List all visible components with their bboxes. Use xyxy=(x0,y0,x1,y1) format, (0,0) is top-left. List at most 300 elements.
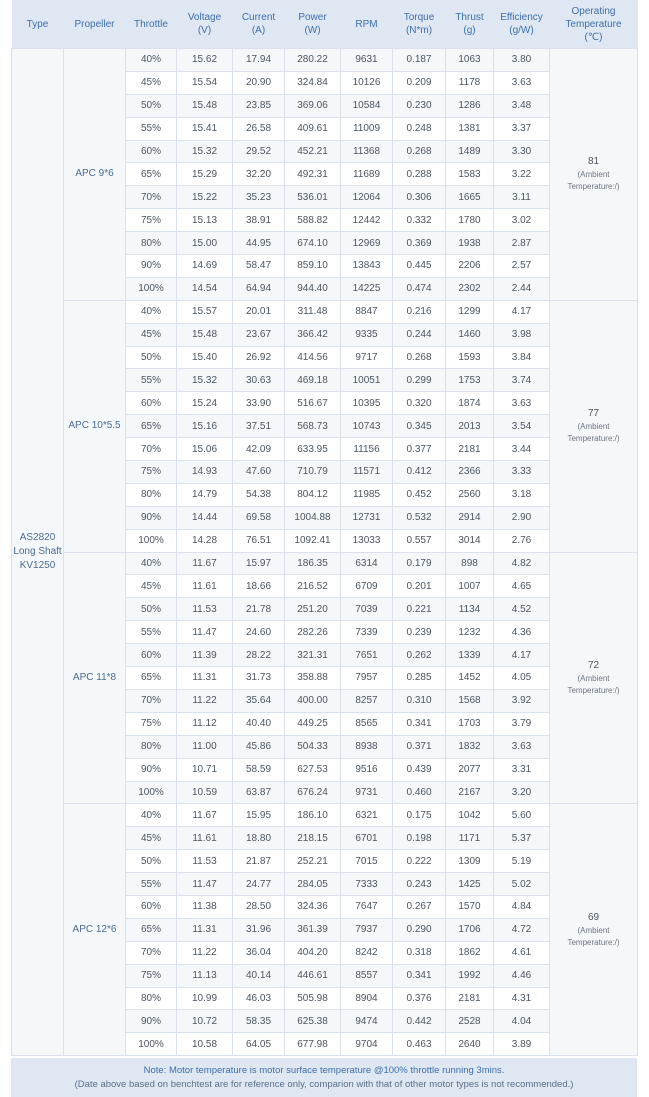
table-cell: 11.47 xyxy=(177,621,233,644)
table-cell: 1938 xyxy=(446,232,494,255)
table-cell: 1568 xyxy=(446,689,494,712)
table-cell: 469.18 xyxy=(285,369,341,392)
table-cell: 90% xyxy=(126,255,177,278)
table-cell: 14.79 xyxy=(177,483,233,506)
table-cell: 54.38 xyxy=(233,483,285,506)
table-cell: 1753 xyxy=(446,369,494,392)
table-cell: 4.82 xyxy=(494,552,550,575)
table-cell: 0.222 xyxy=(393,850,446,873)
table-cell: 452.21 xyxy=(285,140,341,163)
table-cell: 3.02 xyxy=(494,209,550,232)
table-cell: 65% xyxy=(126,667,177,690)
table-cell: 2.87 xyxy=(494,232,550,255)
table-cell: 11.53 xyxy=(177,850,233,873)
table-cell: 0.318 xyxy=(393,941,446,964)
table-cell: 11.12 xyxy=(177,712,233,735)
table-cell: 492.31 xyxy=(285,163,341,186)
table-cell: 3.48 xyxy=(494,94,550,117)
table-cell: 18.66 xyxy=(233,575,285,598)
table-cell: 0.306 xyxy=(393,186,446,209)
table-cell: 100% xyxy=(126,781,177,804)
table-cell: 4.17 xyxy=(494,644,550,667)
table-cell: 15.97 xyxy=(233,552,285,575)
table-cell: 45% xyxy=(126,323,177,346)
table-cell: 1570 xyxy=(446,895,494,918)
table-cell: 0.198 xyxy=(393,827,446,850)
table-cell: 0.445 xyxy=(393,255,446,278)
table-cell: 8938 xyxy=(341,735,393,758)
table-cell: 11985 xyxy=(341,483,393,506)
table-cell: 58.47 xyxy=(233,255,285,278)
table-cell: 1004.88 xyxy=(285,506,341,529)
table-cell: 47.60 xyxy=(233,461,285,484)
table-cell: 69.58 xyxy=(233,506,285,529)
table-cell: 10051 xyxy=(341,369,393,392)
table-cell: 4.04 xyxy=(494,1010,550,1033)
table-cell: 1583 xyxy=(446,163,494,186)
table-cell: 6321 xyxy=(341,804,393,827)
table-cell: 0.310 xyxy=(393,689,446,712)
table-cell: 0.244 xyxy=(393,323,446,346)
table-cell: 11.39 xyxy=(177,644,233,667)
table-cell: 29.52 xyxy=(233,140,285,163)
table-cell: 64.94 xyxy=(233,277,285,300)
table-cell: 2302 xyxy=(446,277,494,300)
table-cell: 75% xyxy=(126,209,177,232)
table-cell: 859.10 xyxy=(285,255,341,278)
table-cell: 324.36 xyxy=(285,895,341,918)
table-cell: 12731 xyxy=(341,506,393,529)
table-cell: 13033 xyxy=(341,529,393,552)
table-cell: 10.59 xyxy=(177,781,233,804)
table-cell: 28.22 xyxy=(233,644,285,667)
temperature-note: (Ambient Temperature:/) xyxy=(567,925,620,947)
table-cell: 9631 xyxy=(341,49,393,72)
table-cell: 4.52 xyxy=(494,598,550,621)
table-cell: 3.74 xyxy=(494,369,550,392)
table-cell: 70% xyxy=(126,186,177,209)
table-cell: 0.377 xyxy=(393,438,446,461)
table-cell: 15.48 xyxy=(177,94,233,117)
table-cell: 11.13 xyxy=(177,964,233,987)
table-cell: 11.38 xyxy=(177,895,233,918)
table-cell: 58.35 xyxy=(233,1010,285,1033)
table-cell: 1452 xyxy=(446,667,494,690)
table-cell: 8565 xyxy=(341,712,393,735)
table-cell: 404.20 xyxy=(285,941,341,964)
table-cell: 55% xyxy=(126,621,177,644)
table-cell: 23.85 xyxy=(233,94,285,117)
table-cell: 0.463 xyxy=(393,1033,446,1056)
table-cell: 449.25 xyxy=(285,712,341,735)
table-cell: 536.01 xyxy=(285,186,341,209)
table-cell: 2640 xyxy=(446,1033,494,1056)
table-cell: 18.80 xyxy=(233,827,285,850)
table-cell: 216.52 xyxy=(285,575,341,598)
table-cell: 46.03 xyxy=(233,987,285,1010)
table-cell: 40% xyxy=(126,49,177,72)
temperature-note: (Ambient Temperature:/) xyxy=(567,170,620,192)
table-cell: 20.01 xyxy=(233,300,285,323)
table-cell: 5.19 xyxy=(494,850,550,873)
table-cell: 0.268 xyxy=(393,346,446,369)
table-row xyxy=(12,49,638,72)
table-cell: 10395 xyxy=(341,392,393,415)
table-cell: 70% xyxy=(126,438,177,461)
table-cell: 0.179 xyxy=(393,552,446,575)
table-cell: 26.92 xyxy=(233,346,285,369)
table-cell: 1780 xyxy=(446,209,494,232)
table-cell: 251.20 xyxy=(285,598,341,621)
table-cell: 0.248 xyxy=(393,117,446,140)
table-cell: 358.88 xyxy=(285,667,341,690)
table-cell: 625.38 xyxy=(285,1010,341,1033)
table-cell: 12969 xyxy=(341,232,393,255)
propeller-cell: APC 11*8 xyxy=(64,552,126,804)
table-cell: 15.13 xyxy=(177,209,233,232)
table-cell: 11.61 xyxy=(177,575,233,598)
table-cell: 0.369 xyxy=(393,232,446,255)
table-cell: 6701 xyxy=(341,827,393,850)
table-cell: 21.87 xyxy=(233,850,285,873)
table-cell: 0.175 xyxy=(393,804,446,827)
table-cell: 3.20 xyxy=(494,781,550,804)
table-cell: 324.84 xyxy=(285,71,341,94)
table-cell: 14.69 xyxy=(177,255,233,278)
table-cell: 50% xyxy=(126,850,177,873)
temperature-value: 69 xyxy=(587,911,600,923)
table-cell: 8257 xyxy=(341,689,393,712)
table-cell: 10743 xyxy=(341,415,393,438)
table-cell: 3014 xyxy=(446,529,494,552)
table-cell: 0.376 xyxy=(393,987,446,1010)
table-cell: 9474 xyxy=(341,1010,393,1033)
table-cell: 9731 xyxy=(341,781,393,804)
table-cell: 11.61 xyxy=(177,827,233,850)
table-cell: 2560 xyxy=(446,483,494,506)
temperature-cell xyxy=(550,49,638,301)
table-cell: 4.36 xyxy=(494,621,550,644)
table-cell: 35.23 xyxy=(233,186,285,209)
table-cell: 80% xyxy=(126,483,177,506)
table-cell: 15.29 xyxy=(177,163,233,186)
table-cell: 8557 xyxy=(341,964,393,987)
table-cell: 0.299 xyxy=(393,369,446,392)
table-cell: 75% xyxy=(126,712,177,735)
table-cell: 70% xyxy=(126,689,177,712)
table-cell: 1593 xyxy=(446,346,494,369)
header-propeller: Propeller xyxy=(64,0,126,49)
table-cell: 7039 xyxy=(341,598,393,621)
table-cell: 4.84 xyxy=(494,895,550,918)
table-cell: 7333 xyxy=(341,873,393,896)
table-cell: 80% xyxy=(126,987,177,1010)
table-cell: 100% xyxy=(126,529,177,552)
table-cell: 3.11 xyxy=(494,186,550,209)
table-cell: 75% xyxy=(126,964,177,987)
table-cell: 804.12 xyxy=(285,483,341,506)
table-cell: 1063 xyxy=(446,49,494,72)
table-cell: 50% xyxy=(126,598,177,621)
table-cell: 14.28 xyxy=(177,529,233,552)
motor-type-cell: AS2820 Long Shaft KV1250 xyxy=(12,49,64,1056)
table-cell: 31.96 xyxy=(233,918,285,941)
table-cell: 38.91 xyxy=(233,209,285,232)
table-cell: 369.06 xyxy=(285,94,341,117)
table-cell: 1706 xyxy=(446,918,494,941)
table-cell: 414.56 xyxy=(285,346,341,369)
temperature-value: 81 xyxy=(587,156,600,168)
table-cell: 2.44 xyxy=(494,277,550,300)
table-cell: 55% xyxy=(126,873,177,896)
table-cell: 15.00 xyxy=(177,232,233,255)
table-cell: 0.243 xyxy=(393,873,446,896)
table-cell: 361.39 xyxy=(285,918,341,941)
table-cell: 100% xyxy=(126,277,177,300)
table-cell: 2167 xyxy=(446,781,494,804)
table-cell: 5.02 xyxy=(494,873,550,896)
table-cell: 15.24 xyxy=(177,392,233,415)
table-cell: 3.80 xyxy=(494,49,550,72)
table-cell: 505.98 xyxy=(285,987,341,1010)
table-cell: 15.41 xyxy=(177,117,233,140)
table-cell: 2.90 xyxy=(494,506,550,529)
table-cell: 90% xyxy=(126,1010,177,1033)
table-cell: 9717 xyxy=(341,346,393,369)
table-cell: 0.216 xyxy=(393,300,446,323)
table-cell: 11.31 xyxy=(177,667,233,690)
table-cell: 15.32 xyxy=(177,140,233,163)
table-cell: 516.67 xyxy=(285,392,341,415)
table-cell: 37.51 xyxy=(233,415,285,438)
table-cell: 186.10 xyxy=(285,804,341,827)
table-cell: 3.30 xyxy=(494,140,550,163)
table-cell: 366.42 xyxy=(285,323,341,346)
table-cell: 4.72 xyxy=(494,918,550,941)
table-cell: 45.86 xyxy=(233,735,285,758)
table-cell: 1042 xyxy=(446,804,494,827)
table-cell: 3.84 xyxy=(494,346,550,369)
table-cell: 4.65 xyxy=(494,575,550,598)
table-cell: 252.21 xyxy=(285,850,341,873)
table-cell: 710.79 xyxy=(285,461,341,484)
header-current: Current (A) xyxy=(233,0,285,49)
table-cell: 3.54 xyxy=(494,415,550,438)
table-cell: 1460 xyxy=(446,323,494,346)
table-cell: 627.53 xyxy=(285,758,341,781)
table-cell: 42.09 xyxy=(233,438,285,461)
table-cell: 4.61 xyxy=(494,941,550,964)
table-cell: 15.48 xyxy=(177,323,233,346)
table-cell: 60% xyxy=(126,392,177,415)
footnote xyxy=(11,1058,637,1097)
table-cell: 0.412 xyxy=(393,461,446,484)
table-cell: 0.221 xyxy=(393,598,446,621)
table-cell: 40% xyxy=(126,300,177,323)
header-throttle: Throttle xyxy=(126,0,177,49)
table-cell: 65% xyxy=(126,415,177,438)
header-temperature: Operating Temperature (℃) xyxy=(550,0,638,49)
table-cell: 33.90 xyxy=(233,392,285,415)
table-cell: 321.31 xyxy=(285,644,341,667)
table-cell: 1309 xyxy=(446,850,494,873)
header-voltage: Voltage (V) xyxy=(177,0,233,49)
table-cell: 2366 xyxy=(446,461,494,484)
table-cell: 7651 xyxy=(341,644,393,667)
temperature-cell xyxy=(550,300,638,552)
table-cell: 3.92 xyxy=(494,689,550,712)
table-cell: 10.58 xyxy=(177,1033,233,1056)
table-cell: 1862 xyxy=(446,941,494,964)
table-cell: 35.64 xyxy=(233,689,285,712)
table-cell: 10.71 xyxy=(177,758,233,781)
table-cell: 40% xyxy=(126,552,177,575)
table-cell: 9335 xyxy=(341,323,393,346)
table-cell: 15.32 xyxy=(177,369,233,392)
table-cell: 30.63 xyxy=(233,369,285,392)
propeller-cell: APC 10*5.5 xyxy=(64,300,126,552)
table-cell: 311.48 xyxy=(285,300,341,323)
table-cell: 15.40 xyxy=(177,346,233,369)
table-cell: 0.230 xyxy=(393,94,446,117)
table-cell: 280.22 xyxy=(285,49,341,72)
table-cell: 186.35 xyxy=(285,552,341,575)
table-cell: 218.15 xyxy=(285,827,341,850)
table-cell: 0.460 xyxy=(393,781,446,804)
table-cell: 3.63 xyxy=(494,735,550,758)
table-cell: 676.24 xyxy=(285,781,341,804)
table-cell: 11.22 xyxy=(177,941,233,964)
table-cell: 11571 xyxy=(341,461,393,484)
table-cell: 3.33 xyxy=(494,461,550,484)
table-cell: 7015 xyxy=(341,850,393,873)
table-cell: 15.95 xyxy=(233,804,285,827)
table-cell: 28.50 xyxy=(233,895,285,918)
table-cell: 1134 xyxy=(446,598,494,621)
table-cell: 15.57 xyxy=(177,300,233,323)
table-cell: 0.532 xyxy=(393,506,446,529)
table-cell: 0.557 xyxy=(393,529,446,552)
performance-table-container xyxy=(11,0,637,1097)
table-cell: 568.73 xyxy=(285,415,341,438)
table-cell: 11368 xyxy=(341,140,393,163)
table-cell: 8242 xyxy=(341,941,393,964)
table-cell: 9516 xyxy=(341,758,393,781)
table-cell: 3.63 xyxy=(494,392,550,415)
header-efficiency: Efficiency (g/W) xyxy=(494,0,550,49)
table-cell: 58.59 xyxy=(233,758,285,781)
table-cell: 70% xyxy=(126,941,177,964)
table-cell: 11.00 xyxy=(177,735,233,758)
table-cell: 1092.41 xyxy=(285,529,341,552)
table-cell: 2528 xyxy=(446,1010,494,1033)
table-cell: 65% xyxy=(126,918,177,941)
table-row xyxy=(12,804,638,827)
table-cell: 1703 xyxy=(446,712,494,735)
header-type: Type xyxy=(12,0,64,49)
table-cell: 0.187 xyxy=(393,49,446,72)
table-cell: 3.89 xyxy=(494,1033,550,1056)
table-cell: 0.320 xyxy=(393,392,446,415)
table-cell: 2181 xyxy=(446,438,494,461)
footnote-line-2: (Date above based on benchtest are for reference only, comparion with that of other motor types is not recommended.) xyxy=(74,1079,574,1091)
table-cell: 504.33 xyxy=(285,735,341,758)
table-cell: 44.95 xyxy=(233,232,285,255)
propeller-cell: APC 12*6 xyxy=(64,804,126,1056)
table-cell: 17.94 xyxy=(233,49,285,72)
table-cell: 32.20 xyxy=(233,163,285,186)
table-body xyxy=(12,49,638,1056)
table-cell: 10.99 xyxy=(177,987,233,1010)
table-cell: 40% xyxy=(126,804,177,827)
table-cell: 15.54 xyxy=(177,71,233,94)
table-cell: 3.31 xyxy=(494,758,550,781)
table-cell: 8847 xyxy=(341,300,393,323)
table-cell: 2181 xyxy=(446,987,494,1010)
table-cell: 400.00 xyxy=(285,689,341,712)
table-cell: 23.67 xyxy=(233,323,285,346)
header-thrust: Thrust (g) xyxy=(446,0,494,49)
table-cell: 2.76 xyxy=(494,529,550,552)
table-cell: 898 xyxy=(446,552,494,575)
table-cell: 31.73 xyxy=(233,667,285,690)
table-cell: 90% xyxy=(126,758,177,781)
table-cell: 15.16 xyxy=(177,415,233,438)
table-cell: 63.87 xyxy=(233,781,285,804)
table-cell: 0.290 xyxy=(393,918,446,941)
table-cell: 11156 xyxy=(341,438,393,461)
table-cell: 6709 xyxy=(341,575,393,598)
table-cell: 11.53 xyxy=(177,598,233,621)
table-cell: 1232 xyxy=(446,621,494,644)
table-cell: 1339 xyxy=(446,644,494,667)
table-cell: 4.31 xyxy=(494,987,550,1010)
table-cell: 944.40 xyxy=(285,277,341,300)
table-cell: 80% xyxy=(126,735,177,758)
table-cell: 674.10 xyxy=(285,232,341,255)
table-cell: 7339 xyxy=(341,621,393,644)
table-cell: 7647 xyxy=(341,895,393,918)
table-cell: 1992 xyxy=(446,964,494,987)
table-cell: 1299 xyxy=(446,300,494,323)
table-cell: 21.78 xyxy=(233,598,285,621)
table-cell: 0.371 xyxy=(393,735,446,758)
propeller-cell: APC 9*6 xyxy=(64,49,126,301)
table-cell: 10126 xyxy=(341,71,393,94)
table-cell: 677.98 xyxy=(285,1033,341,1056)
table-cell: 0.332 xyxy=(393,209,446,232)
table-cell: 0.341 xyxy=(393,712,446,735)
table-cell: 0.442 xyxy=(393,1010,446,1033)
table-cell: 1832 xyxy=(446,735,494,758)
table-cell: 0.288 xyxy=(393,163,446,186)
table-cell: 20.90 xyxy=(233,71,285,94)
table-cell: 11.67 xyxy=(177,552,233,575)
table-cell: 0.474 xyxy=(393,277,446,300)
table-cell: 3.98 xyxy=(494,323,550,346)
table-cell: 14.44 xyxy=(177,506,233,529)
table-cell: 409.61 xyxy=(285,117,341,140)
table-cell: 3.63 xyxy=(494,71,550,94)
table-cell: 12442 xyxy=(341,209,393,232)
table-cell: 6314 xyxy=(341,552,393,575)
table-cell: 100% xyxy=(126,1033,177,1056)
table-cell: 10584 xyxy=(341,94,393,117)
table-cell: 0.452 xyxy=(393,483,446,506)
table-cell: 0.201 xyxy=(393,575,446,598)
header-rpm: RPM xyxy=(341,0,393,49)
table-cell: 45% xyxy=(126,575,177,598)
